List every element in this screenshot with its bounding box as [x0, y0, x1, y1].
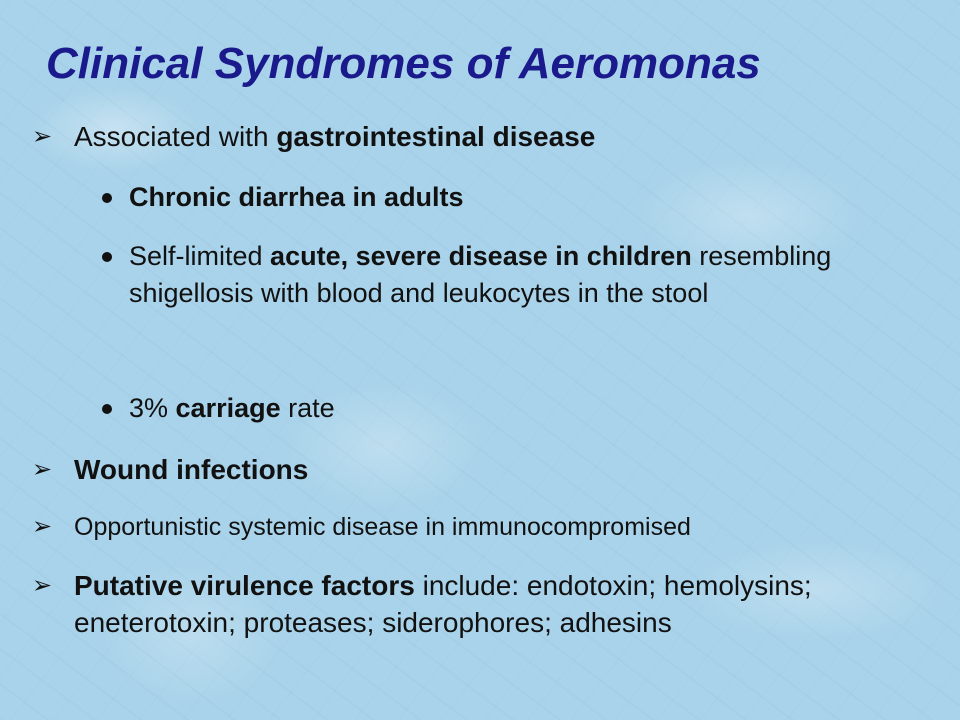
slide-title: Clinical Syndromes of Aeromonas — [46, 39, 761, 88]
bullet-wound-infections — [74, 451, 944, 488]
sub-bullet-acute-disease-children — [129, 238, 939, 312]
bullet-text: Self-limited — [129, 241, 271, 271]
sub-bullet-chronic-diarrhea — [129, 179, 939, 216]
bullet-text-bold: gastrointestinal disease — [276, 121, 596, 152]
bullet-text-bold: Wound infections — [74, 454, 309, 485]
sub-bullet-carriage-rate — [129, 390, 939, 427]
arrow-bullet-icon: ➢ — [32, 512, 53, 540]
dot-bullet-icon — [102, 252, 112, 262]
bullet-text-bold: Putative virulence factors — [74, 570, 415, 601]
bullet-gi-disease — [74, 118, 944, 155]
bullet-text: include: endotoxin; hemolysins; eneterotoxin; proteases; siderophores; adhesins — [74, 570, 812, 638]
dot-bullet-icon — [102, 193, 112, 203]
bullet-text: Opportunistic systemic disease in immunocompromised — [74, 513, 691, 541]
dot-bullet-icon — [102, 404, 112, 414]
bullet-text: 3% — [129, 393, 176, 423]
bullet-text-bold: carriage — [175, 393, 281, 423]
bullet-text: Associated with — [74, 121, 277, 152]
arrow-bullet-icon: ➢ — [32, 122, 53, 150]
bullet-text: rate — [280, 393, 335, 423]
bullet-text: resembling shigellosis with blood and leukocytes in the stool — [129, 241, 832, 308]
bullet-virulence-factors — [74, 567, 944, 641]
arrow-bullet-icon: ➢ — [32, 455, 53, 483]
arrow-bullet-icon: ➢ — [32, 571, 53, 599]
bullet-opportunistic-disease — [74, 509, 944, 546]
bullet-text-bold: Chronic diarrhea in adults — [129, 182, 464, 212]
bullet-text-bold: acute, severe disease in children — [270, 241, 692, 271]
